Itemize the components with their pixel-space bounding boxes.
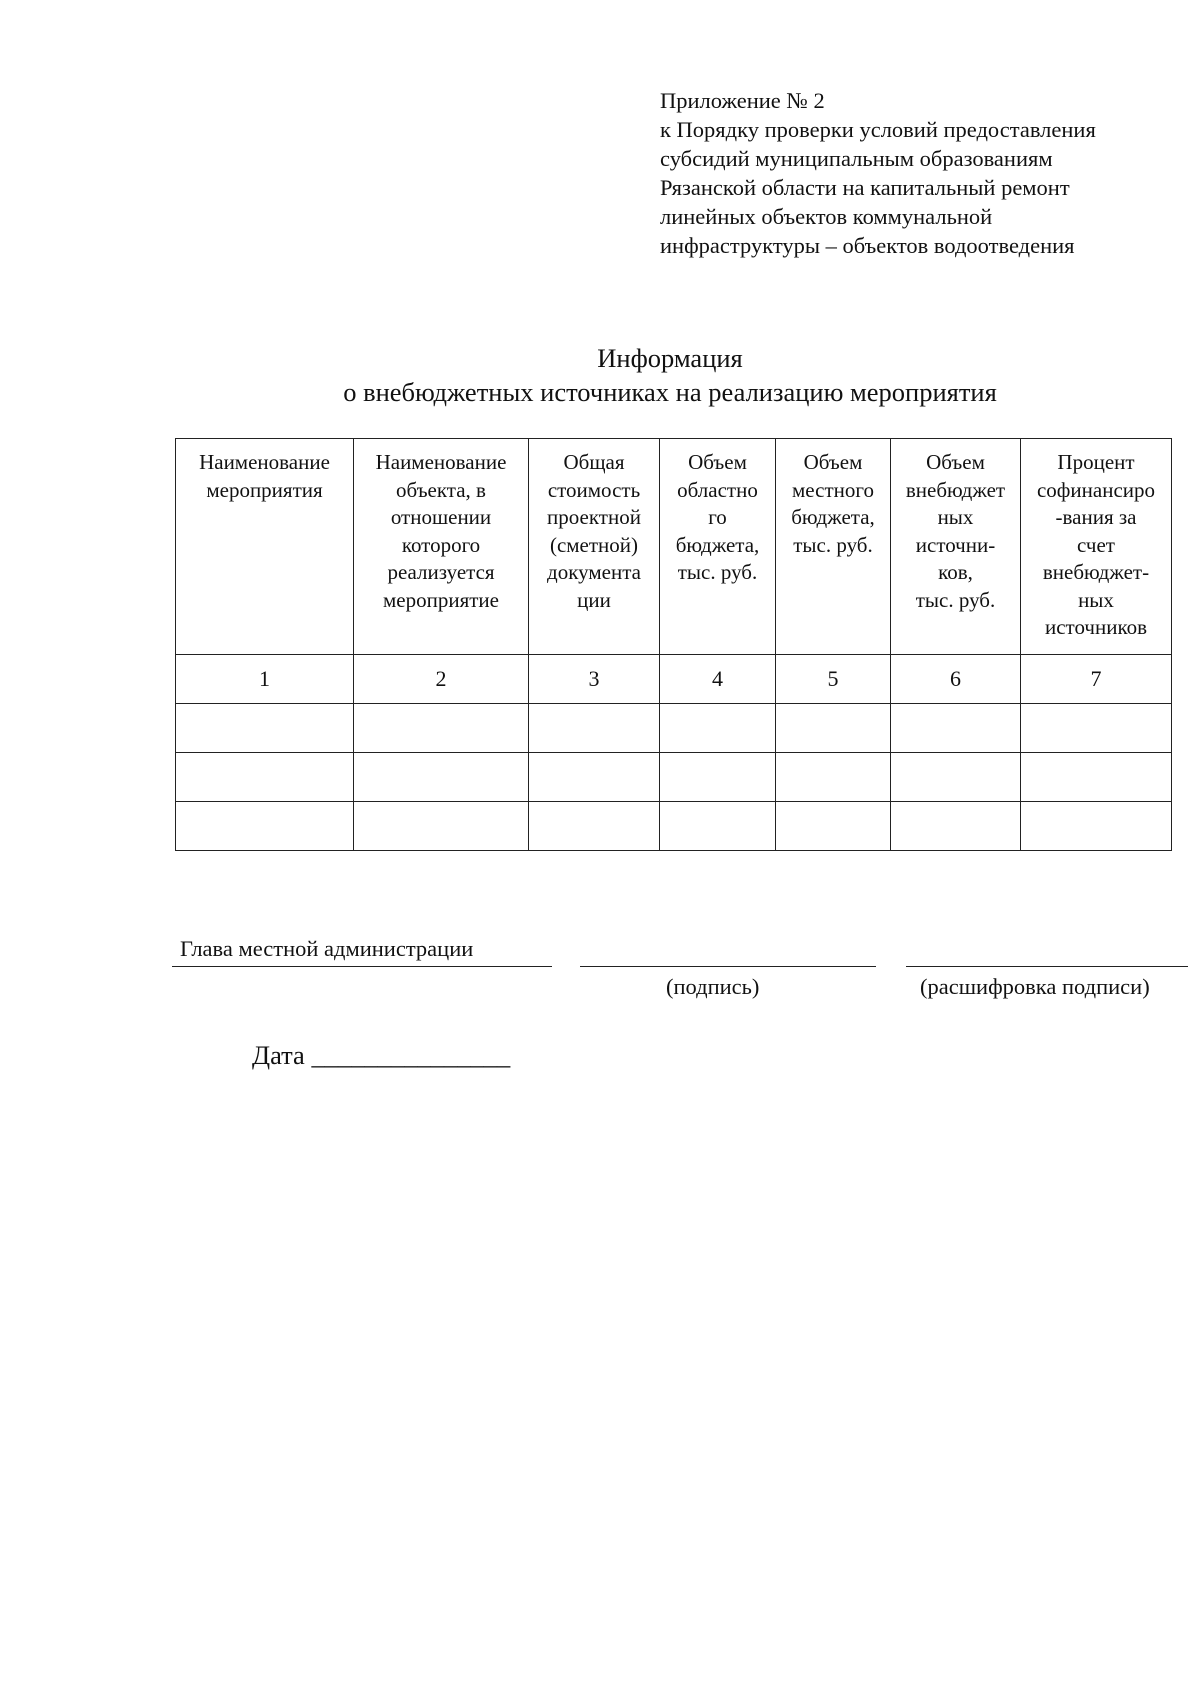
date-label: Дата (252, 1040, 305, 1070)
signature-decode-caption: (расшифровка подписи) (920, 974, 1150, 999)
sources-table (175, 438, 1172, 851)
signer-line[interactable] (172, 966, 552, 967)
empty-cell[interactable] (660, 802, 776, 851)
table-row (176, 704, 1172, 753)
empty-cell[interactable] (354, 704, 529, 753)
column-number: 2 (354, 655, 529, 704)
column-number-row (176, 655, 1172, 704)
annex-line: субсидий муниципальным образованиям (660, 146, 1053, 171)
table-header-row (176, 439, 1172, 655)
column-number: 1 (176, 655, 354, 704)
empty-cell[interactable] (176, 704, 354, 753)
empty-cell[interactable] (176, 802, 354, 851)
header-cell: Объем областно го бюджета, тыс. руб. (660, 439, 776, 655)
column-number: 3 (529, 655, 660, 704)
header-cell: Процент софинансиро -вания за счет внебюджет- ных источников (1021, 439, 1172, 655)
empty-cell[interactable] (1021, 704, 1172, 753)
date-blank[interactable]: _______________ (311, 1040, 511, 1070)
column-number: 5 (776, 655, 891, 704)
empty-cell[interactable] (529, 753, 660, 802)
annex-line: к Порядку проверки условий предоставления (660, 117, 1096, 142)
signature-caption: (подпись) (666, 974, 760, 999)
empty-cell[interactable] (776, 802, 891, 851)
table-row (176, 802, 1172, 851)
document-subtitle: о внебюджетных источниках на реализацию мероприятия (343, 377, 997, 407)
column-number: 4 (660, 655, 776, 704)
header-cell: Объем внебюджет ных источни- ков, тыс. руб. (891, 439, 1021, 655)
empty-cell[interactable] (176, 753, 354, 802)
column-number: 6 (891, 655, 1021, 704)
signature-decode-line[interactable] (906, 966, 1188, 967)
empty-cell[interactable] (660, 704, 776, 753)
annex-line: линейных объектов коммунальной (660, 204, 993, 229)
header-cell: Наименование объекта, в отношении которого реализуется мероприятие (354, 439, 529, 655)
signer-label: Глава местной администрации (180, 936, 474, 961)
annex-line: инфраструктуры – объектов водоотведения (660, 233, 1075, 258)
annex-line: Рязанской области на капитальный ремонт (660, 175, 1070, 200)
empty-cell[interactable] (529, 704, 660, 753)
column-number: 7 (1021, 655, 1172, 704)
header-cell: Наименование мероприятия (176, 439, 354, 655)
empty-cell[interactable] (354, 802, 529, 851)
empty-cell[interactable] (776, 753, 891, 802)
empty-cell[interactable] (891, 704, 1021, 753)
empty-cell[interactable] (891, 802, 1021, 851)
annex-line: Приложение № 2 (660, 88, 825, 113)
empty-cell[interactable] (1021, 753, 1172, 802)
signature-line[interactable] (580, 966, 876, 967)
empty-cell[interactable] (776, 704, 891, 753)
table-row (176, 753, 1172, 802)
empty-cell[interactable] (660, 753, 776, 802)
annex-block (660, 86, 1180, 260)
empty-cell[interactable] (354, 753, 529, 802)
empty-cell[interactable] (1021, 802, 1172, 851)
header-cell: Общая стоимость проектной (сметной) документа ции (529, 439, 660, 655)
empty-cell[interactable] (529, 802, 660, 851)
header-cell: Объем местного бюджета, тыс. руб. (776, 439, 891, 655)
document-title: Информация (597, 343, 743, 373)
empty-cell[interactable] (891, 753, 1021, 802)
date-field (252, 1040, 510, 1071)
